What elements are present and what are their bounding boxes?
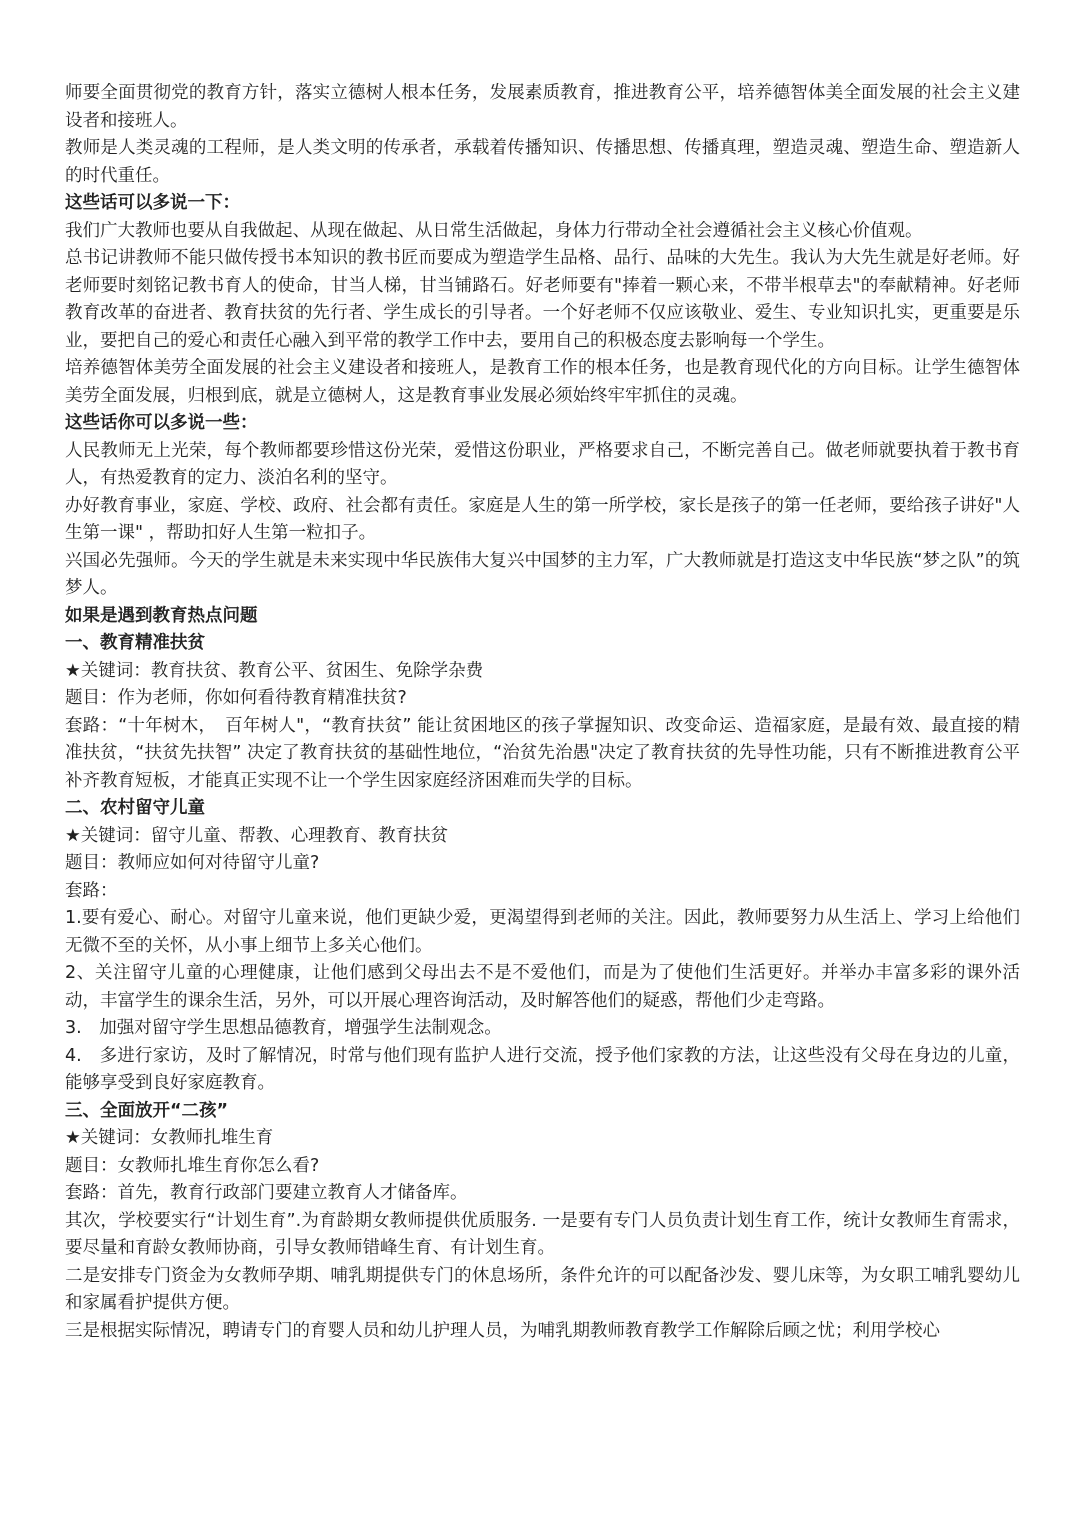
keywords-line: ★关键词：女教师扎堆生育 bbox=[65, 1128, 274, 1148]
paragraph: 三是根据实际情况，聘请专门的育婴人员和幼儿护理人员，为哺乳期教师教育教学工作解除后顾之忧；利用学校心 bbox=[65, 1320, 940, 1341]
paragraph: 套路：“十年树木， 百年树人"，“教育扶贫” 能让贫困地区的孩子掌握知识、改变命运、造福家庭，是最有效、最直接的精准扶贫，“扶贫先扶智” 决定了教育扶贫的基础性地位，“治贫先治愚"决定了教育扶贫的先导性功能，只有不断推进教育公平补齐教育短板，才能真正实现不让一个学生因家庭经济困难而失学的目标。 bbox=[65, 715, 1020, 791]
paragraph: 总书记讲教师不能只做传授书本知识的教书匠而要成为塑造学生品格、品行、品味的大先生。我认为大先生就是好老师。好老师要时刻铭记教书育人的使命，甘当人梯，甘当铺路石。好老师要有"捧着一颗心来，不带半根草去"的奉献精神。好老师教育改革的奋进者、教育扶贫的先行者、学生成长的引导者。一个好老师不仅应该敬业、爱生、专业知识扎实，更重要是乐业，要把自己的爱心和责任心融入到平常的教学工作中去，要用自己的积极态度去影响每一个学生。 bbox=[65, 248, 1020, 351]
paragraph: 培养德智体美劳全面发展的社会主义建设者和接班人，是教育工作的根本任务，也是教育现代化的方向目标。让学生德智体美劳全面发展，归根到底，就是立德树人，这是教育事业发展必须始终牢牢抓住的灵魂。 bbox=[65, 358, 1020, 406]
paragraph: 师要全面贯彻党的教育方针，落实立德树人根本任务，发展素质教育，推进教育公平，培养德智体美全面发展的社会主义建设者和接班人。 bbox=[65, 83, 1020, 131]
list-item: 4. 多进行家访，及时了解情况，时常与他们现有监护人进行交流，授予他们家教的方法，让这些没有父母在身边的儿童，能够享受到良好家庭教育。 bbox=[65, 1045, 1020, 1093]
paragraph: 兴国必先强师。今天的学生就是未来实现中华民族伟大复兴中国梦的主力军，广大教师就是打造这支中华民族“梦之队”的筑梦人。 bbox=[65, 550, 1020, 598]
keywords-line: ★关键词：教育扶贫、教育公平、贫困生、免除学杂费 bbox=[65, 660, 484, 681]
keywords-line: ★关键词：留守儿童、帮教、心理教育、教育扶贫 bbox=[65, 825, 449, 846]
list-item: 3. 加强对留守学生思想品德教育，增强学生法制观念。 bbox=[65, 1018, 502, 1038]
section-heading: 这些话你可以多说一些： bbox=[65, 413, 258, 433]
question-line: 题目：作为老师，你如何看待教育精准扶贫? bbox=[65, 688, 407, 708]
paragraph: 二是安排专门资金为女教师孕期、哺乳期提供专门的休息场所，条件允许的可以配备沙发、婴儿床等，为女职工哺乳婴幼儿和家属看护提供方便。 bbox=[65, 1265, 1020, 1313]
paragraph: 套路：首先，教育行政部门要建立教育人才储备库。 bbox=[65, 1183, 468, 1203]
list-item: 1.要有爱心、耐心。对留守儿童来说，他们更缺少爱，更渴望得到老师的关注。因此，教师要努力从生活上、学习上给他们无微不至的关怀，从小事上细节上多关心他们。 bbox=[65, 908, 1020, 956]
topic-heading: 一、教育精准扶贫 bbox=[65, 633, 205, 653]
paragraph: 人民教师无上光荣，每个教师都要珍惜这份光荣，爱惜这份职业，严格要求自己，不断完善自己。做老师就要执着于教书育人，有热爱教育的定力、淡泊名利的坚守。 bbox=[65, 440, 1020, 488]
section-heading: 如果是遇到教育热点问题 bbox=[65, 605, 258, 626]
question-line: 题目：女教师扎堆生育你怎么看? bbox=[65, 1155, 320, 1176]
document-body bbox=[65, 80, 1020, 1345]
paragraph: 其次，学校要实行“计划生育”.为育龄期女教师提供优质服务. 一是要有专门人员负责计划生育工作，统计女教师生育需求，要尽量和育龄女教师协商，引导女教师错峰生育、有计划生育。 bbox=[65, 1210, 1020, 1258]
paragraph: 办好教育事业，家庭、学校、政府、社会都有责任。家庭是人生的第一所学校，家长是孩子的第一任老师，要给孩子讲好"人生第一课" ，帮助扣好人生第一粒扣子。 bbox=[65, 495, 1020, 543]
answer-label: 套路： bbox=[65, 880, 118, 901]
paragraph: 教师是人类灵魂的工程师，是人类文明的传承者，承载着传播知识、传播思想、传播真理，塑造灵魂、塑造生命、塑造新人的时代重任。 bbox=[65, 138, 1020, 186]
topic-heading: 二、农村留守儿童 bbox=[65, 798, 205, 818]
paragraph: 我们广大教师也要从自我做起、从现在做起、从日常生活做起，身体力行带动全社会遵循社会主义核心价值观。 bbox=[65, 220, 923, 241]
list-item: 2、关注留守儿童的心理健康，让他们感到父母出去不是不爱他们，而是为了使他们生活更好。并举办丰富多彩的课外活动，丰富学生的课余生活，另外，可以开展心理咨询活动，及时解答他们的疑惑，帮他们少走弯路。 bbox=[65, 963, 1020, 1011]
topic-heading: 三、全面放开“二孩” bbox=[65, 1100, 229, 1121]
section-heading: 这些话可以多说一下： bbox=[65, 193, 240, 213]
question-line: 题目：教师应如何对待留守儿童? bbox=[65, 853, 320, 873]
